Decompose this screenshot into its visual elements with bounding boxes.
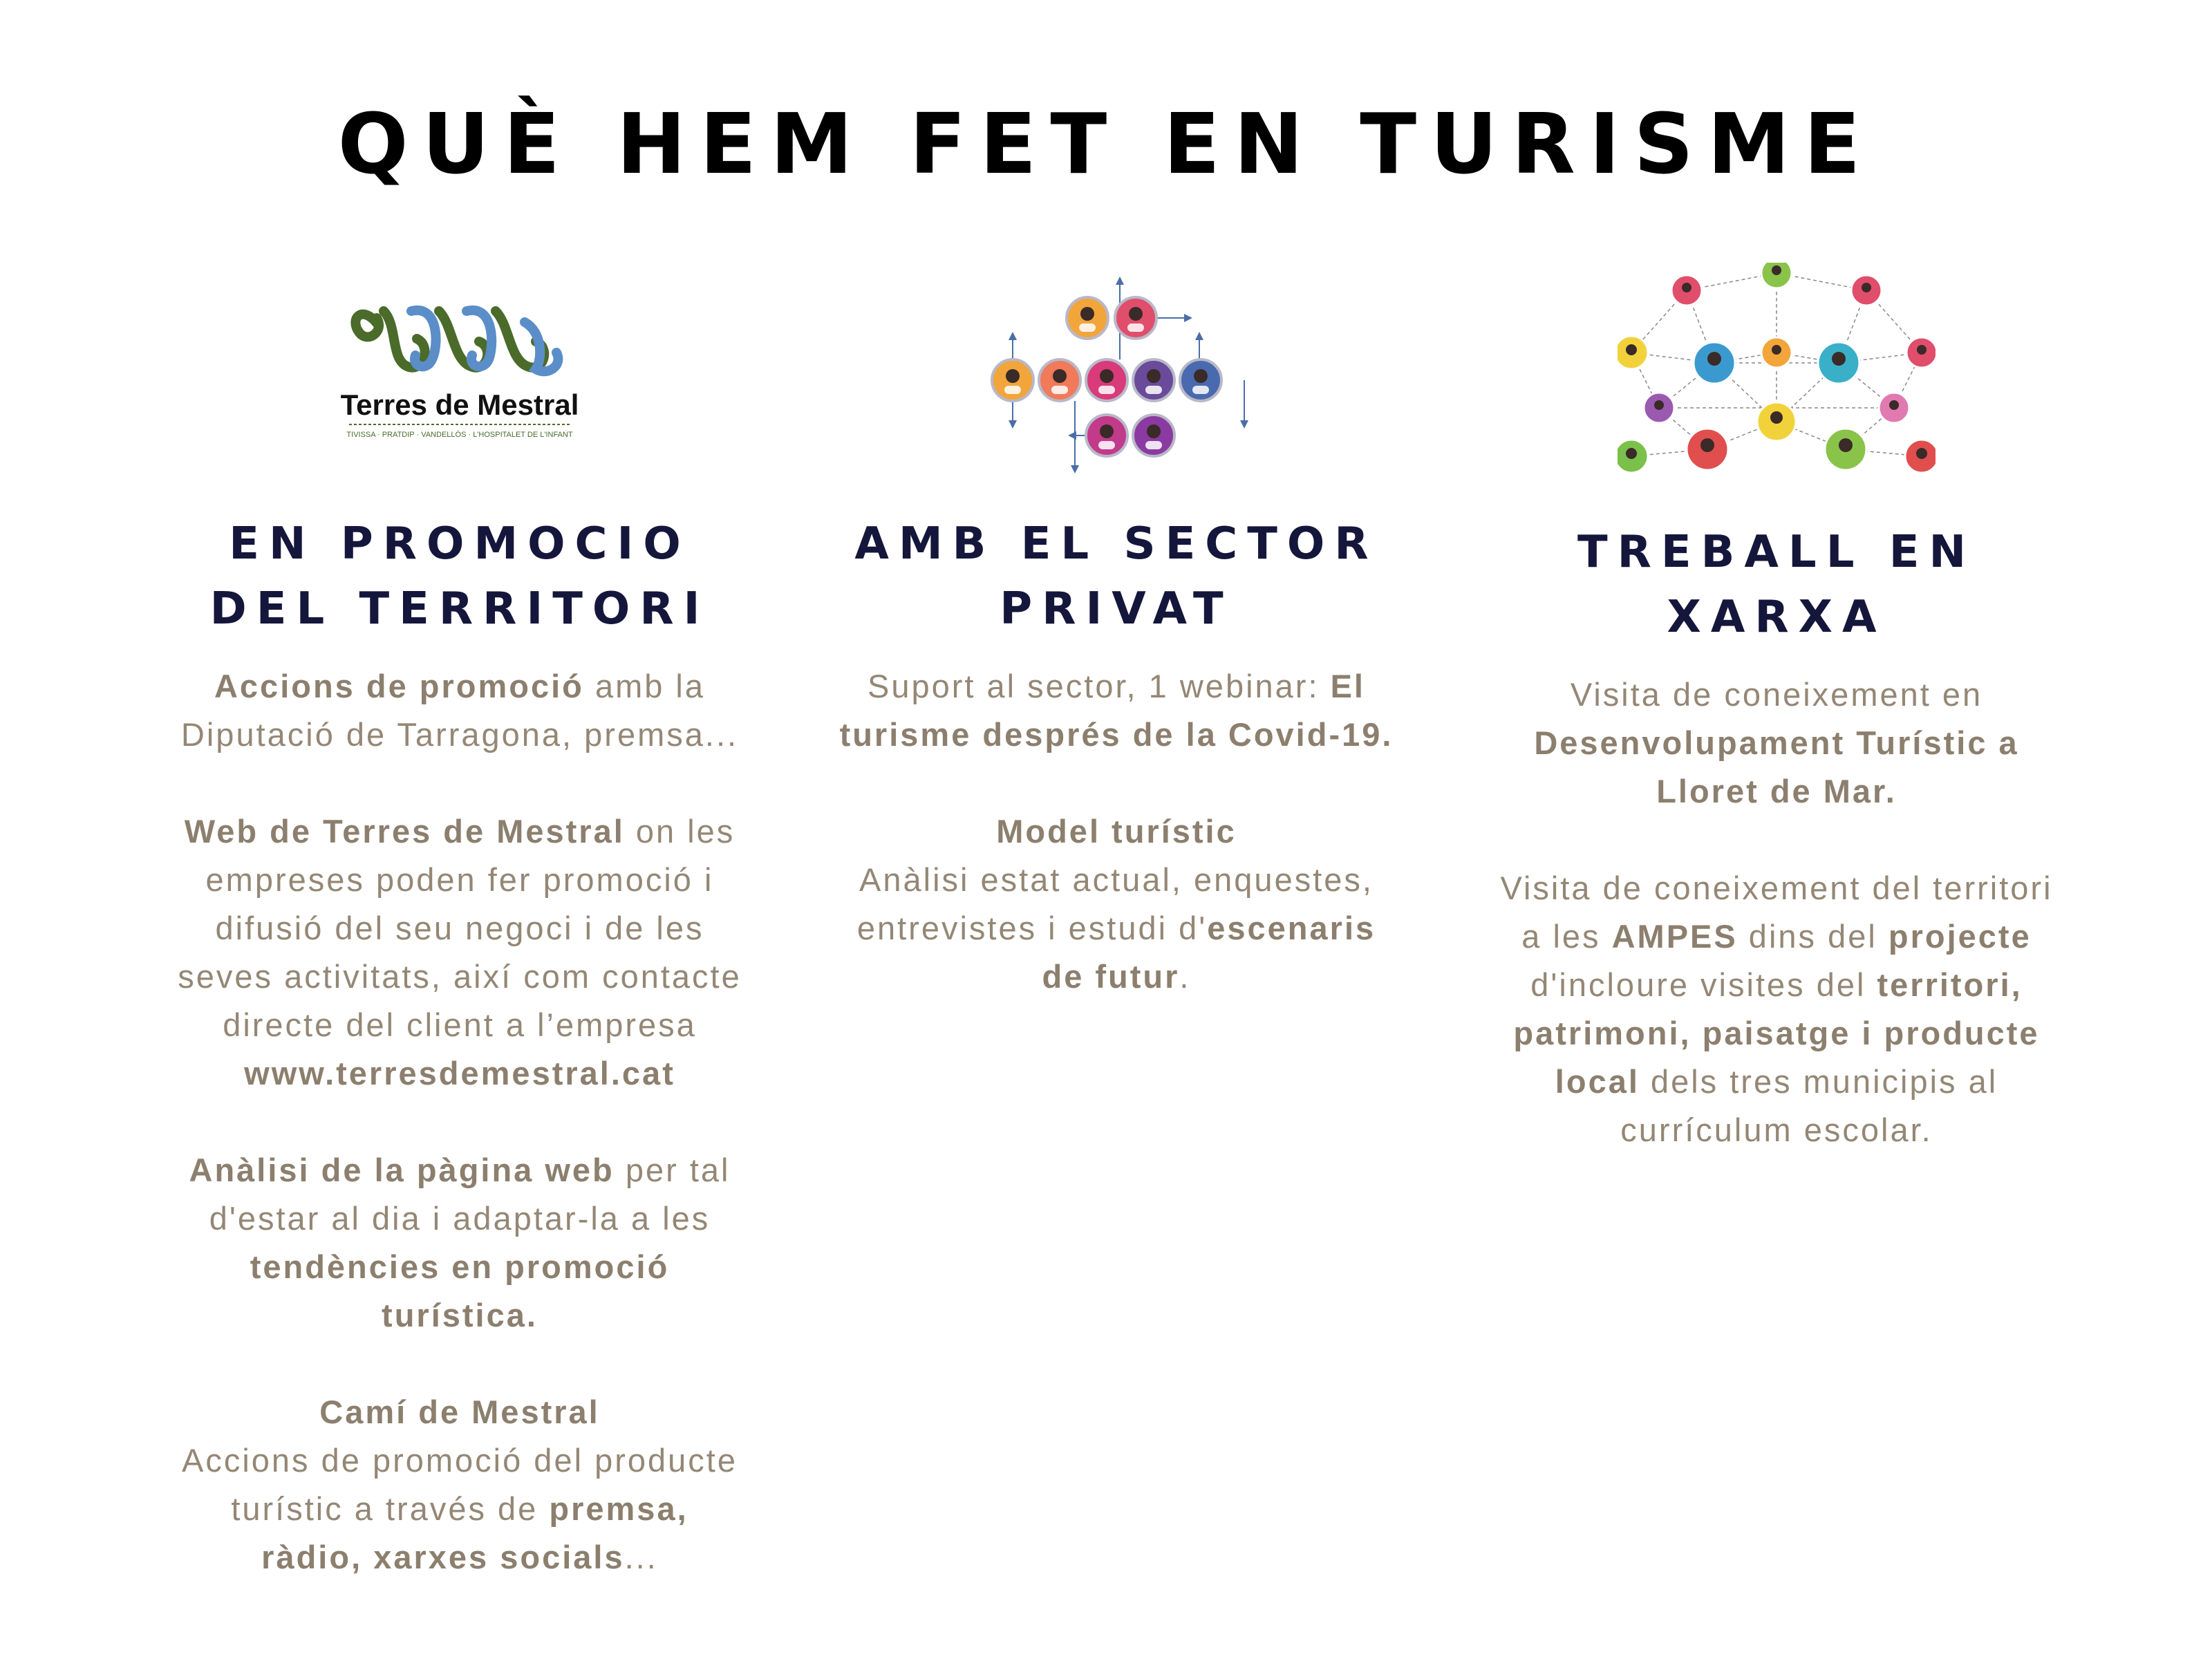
body-text: per tal d'estar al dia i adaptar-la a les [209, 1152, 731, 1237]
people-network-icon [833, 256, 1400, 484]
body-text: Visita de coneixement en [1570, 676, 1983, 713]
body-text: d'incloure visites del [1530, 966, 1877, 1003]
body-text: dels tres municipis al currículum escolar. [1620, 1063, 1998, 1148]
bold-text: Accions de promoció [214, 668, 584, 704]
bold-text: Desenvolupament Turístic a Lloret de Mar. [1534, 724, 2019, 809]
bold-text: escenaris de futur [1042, 910, 1376, 995]
column-promocio-territori [176, 256, 743, 1630]
column-body [833, 662, 1400, 1001]
column-treball-xarxa [1493, 256, 2060, 1203]
column-heading: TREBALL EN XARXA [1577, 527, 1976, 643]
body-text: dins del [1737, 918, 1888, 955]
logo-name: Terres de Mestral [340, 388, 579, 421]
bold-text: Web de Terres de Mestral [184, 813, 625, 850]
text-block [1493, 864, 2060, 1154]
column-body [176, 662, 743, 1582]
body-text: Anàlisi estat actual, enquestes, entrevistes i estudi d' [856, 861, 1374, 946]
bold-text: territori, patrimoni, paisatge i producte local [1513, 966, 2040, 1100]
column-sector-privat [833, 256, 1400, 1049]
body-text: ... [624, 1539, 658, 1575]
block-label: Model turístic [996, 813, 1237, 850]
column-heading: AMB EL SECTOR PRIVAT [854, 518, 1378, 635]
body-text: Accions de promoció del producte turístic a través de [181, 1442, 738, 1527]
bold-text: AMPES [1611, 918, 1738, 955]
text-block [176, 1388, 743, 1582]
bold-text: El turisme després de la Covid-19. [839, 668, 1394, 753]
text-block [176, 807, 743, 1098]
text-block [176, 1146, 743, 1340]
logo-tagline: TIVISSA · PRATDIP · VANDELLÒS · L'HOSPITALET DE L'INFANT [346, 431, 573, 439]
body-text: Suport al sector, 1 webinar: [867, 668, 1331, 704]
column-body [1493, 671, 2060, 1154]
column-heading: EN PROMOCIO DEL TERRITORI [209, 518, 710, 635]
text-block [833, 807, 1400, 1001]
bold-text: tendències en promoció turística. [250, 1248, 670, 1333]
block-label: Camí de Mestral [319, 1394, 600, 1430]
social-network-icon [1493, 256, 2060, 484]
page-title: QUÈ HEM FET EN TURISME [337, 97, 1875, 193]
website-link[interactable]: www.terresdemestral.cat [244, 1055, 675, 1091]
bold-text: projecte [1888, 918, 2032, 955]
text-block [1493, 671, 2060, 816]
bold-text: Anàlisi de la pàgina web [189, 1152, 615, 1188]
text-block [833, 662, 1400, 759]
terres-de-mestral-logo [176, 256, 743, 484]
text-block [176, 662, 743, 759]
body-text: on les empreses poden fer promoció i difusió del seu negoci i de les seves activitats, així com contacte directe del client a l’empresa [178, 813, 742, 1043]
bold-text: premsa, ràdio, xarxes socials [261, 1490, 688, 1575]
body-text: Visita de coneixement del territori a les [1500, 870, 2053, 955]
body-text: amb la Diputació de Tarragona, premsa... [180, 668, 739, 753]
body-text: . [1179, 958, 1191, 995]
